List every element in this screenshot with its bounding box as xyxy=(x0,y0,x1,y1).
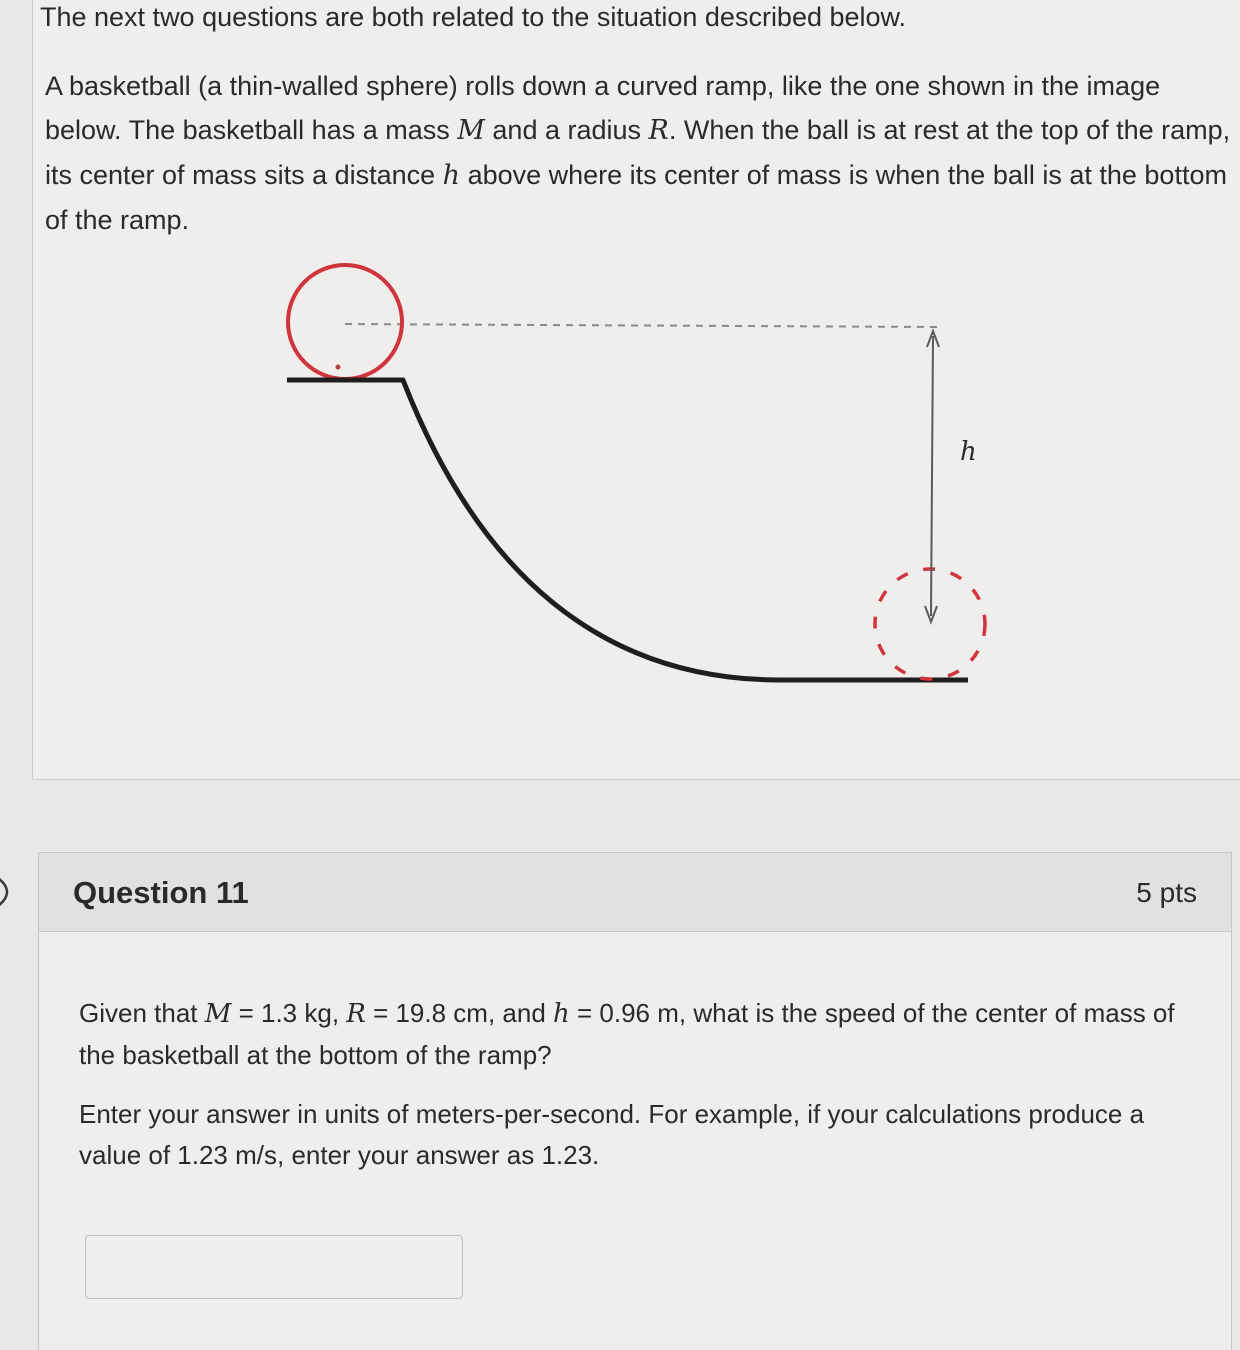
radius-symbol: R xyxy=(648,115,669,146)
question-points: 5 pts xyxy=(1136,877,1197,908)
mass-symbol: M xyxy=(457,115,485,146)
question-card xyxy=(38,852,1232,1350)
height-label: h xyxy=(960,437,977,467)
chevron-right-icon[interactable] xyxy=(0,874,22,910)
question-instructions: Enter your answer in units of meters-per-second. For example, if your calculations produce a value of 1.23 m/s, enter your answer as 1.23. xyxy=(79,1099,1145,1170)
question-header xyxy=(39,853,1231,932)
scenario-text: A basketball (a thin-walled sphere) rolls down a curved ramp, like the one shown in the image below. The basketball has a mass M and a radius R. When the ball is at rest at the top of the ramp, its center of mass sits a distance h above where its center of mass is when the ball is at the bottom of the ramp. xyxy=(45,71,1231,235)
answer-input[interactable] xyxy=(85,1235,463,1299)
question-prompt: Given that M = 1.3 kg, R = 19.8 cm, and h = 0.96 m, what is the speed of the center of mass of the basketball at the bottom of the ramp? xyxy=(79,998,1175,1070)
question-body xyxy=(79,993,1189,1194)
context-intro: The next two questions are both related to the situation described below. xyxy=(40,2,907,32)
question-title: Question 11 xyxy=(73,875,249,910)
height-symbol: h xyxy=(442,160,461,191)
